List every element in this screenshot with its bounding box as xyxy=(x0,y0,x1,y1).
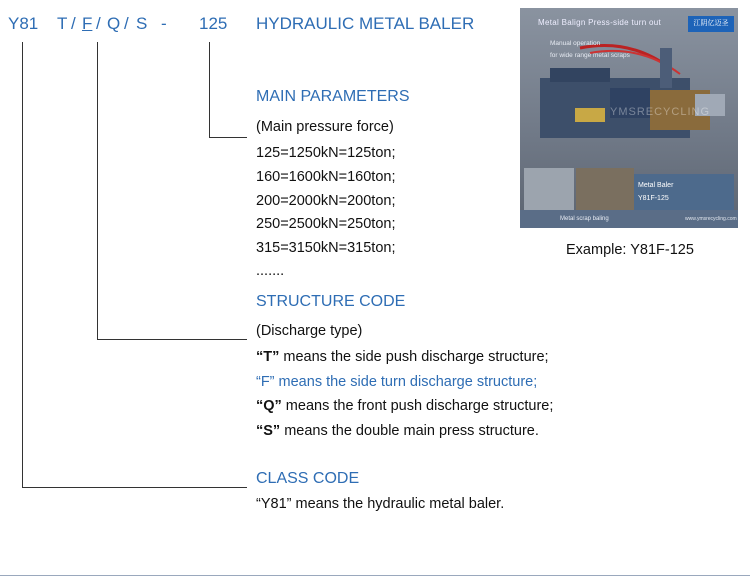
parameter-item: 315=3150kN=315ton; xyxy=(256,240,396,256)
structure-item-text: means the side push discharge structure; xyxy=(279,349,549,365)
structure-item-text: means the side turn discharge structure; xyxy=(274,374,538,390)
structure-connector-horizontal xyxy=(97,339,247,340)
class-code-y81: Y81 xyxy=(8,14,39,33)
structure-item-q xyxy=(256,398,553,414)
structure-item-code: “S” xyxy=(256,423,281,439)
class-code-heading: CLASS CODE xyxy=(256,470,360,487)
photo-subtitle: for wide range metal scraps xyxy=(550,52,630,59)
structure-item-code: “F” xyxy=(256,374,275,390)
photo-label: Metal scrap baling xyxy=(560,216,609,222)
pressure-connector-vertical xyxy=(209,42,210,138)
photo-website: www.ymsrecycling.com xyxy=(685,216,737,222)
example-caption: Example: Y81F-125 xyxy=(566,242,694,258)
class-connector-vertical xyxy=(22,42,23,488)
product-name: HYDRAULIC METAL BALER xyxy=(256,14,475,33)
separator: / xyxy=(124,14,129,33)
photo-label: Y81F-125 xyxy=(638,195,669,202)
code-dash: - xyxy=(161,14,167,33)
structure-item-s xyxy=(256,423,539,439)
example-product-photo xyxy=(520,8,738,228)
photo-subtitle: Manual operation xyxy=(550,40,601,47)
parameter-item: 125=1250kN=125ton; xyxy=(256,145,396,161)
structure-code-f: F xyxy=(82,14,93,33)
pressure-connector-horizontal xyxy=(209,137,247,138)
main-parameters-heading: MAIN PARAMETERS xyxy=(256,88,410,105)
bottom-divider xyxy=(0,575,750,576)
parameter-item: 200=2000kN=200ton; xyxy=(256,193,396,209)
separator: / xyxy=(96,14,101,33)
structure-item-f xyxy=(256,374,537,390)
company-logo: 江阴亿迈圣 xyxy=(688,16,734,32)
structure-item-t xyxy=(256,349,549,365)
parameter-item: 160=1600kN=160ton; xyxy=(256,169,396,185)
structure-item-code: “T” xyxy=(256,349,280,365)
class-code-text: “Y81” means the hydraulic metal baler. xyxy=(256,496,505,512)
pressure-code-125: 125 xyxy=(199,14,228,33)
structure-item-code: “Q” xyxy=(256,398,282,414)
structure-code-heading: STRUCTURE CODE xyxy=(256,293,406,310)
structure-code-t: T xyxy=(57,14,68,33)
structure-item-text: means the double main press structure. xyxy=(280,423,539,439)
photo-label: Metal Baler xyxy=(638,182,674,189)
structure-code-subtitle: (Discharge type) xyxy=(256,323,363,339)
structure-connector-vertical xyxy=(97,42,98,340)
main-parameters-subtitle: (Main pressure force) xyxy=(256,119,394,135)
class-connector-horizontal xyxy=(22,487,247,488)
photo-watermark: YMSRECYCLING xyxy=(610,106,711,118)
parameter-item-ellipsis: ....... xyxy=(256,263,285,279)
photo-title: Metal Balign Press-side turn out xyxy=(538,18,661,27)
structure-code-s: S xyxy=(136,14,148,33)
parameter-item: 250=2500kN=250ton; xyxy=(256,216,396,232)
structure-code-q: Q xyxy=(107,14,121,33)
separator: / xyxy=(71,14,76,33)
structure-item-text: means the front push discharge structure; xyxy=(281,398,554,414)
